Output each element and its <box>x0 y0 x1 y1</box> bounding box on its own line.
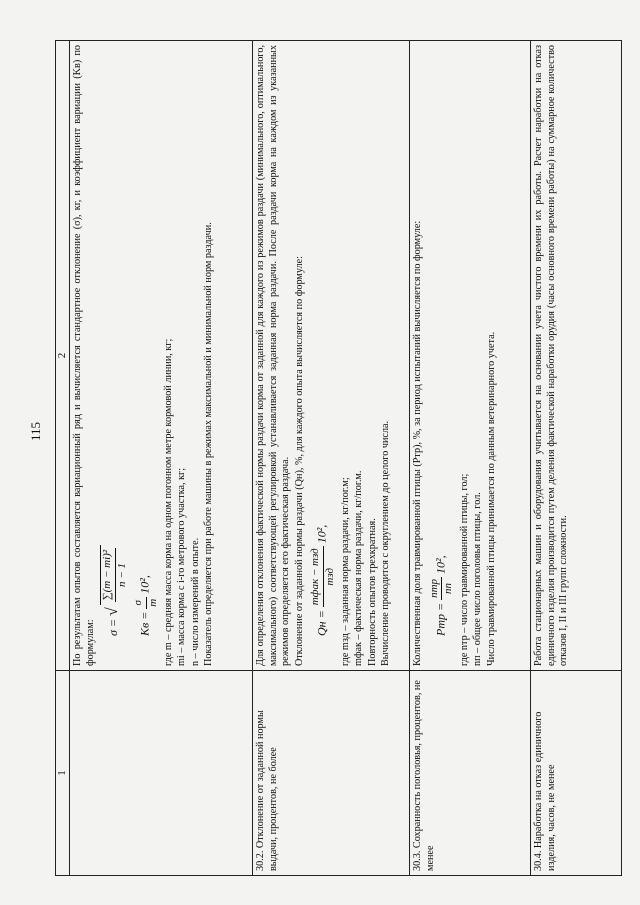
page-number: 115 <box>28 421 43 441</box>
formula-kv-lhs: Kв = <box>137 611 152 636</box>
formula-ptr <box>428 45 456 636</box>
row2-left-cell: 30.2. Отклонение от заданной нормы выдачи, процентов, не более <box>253 671 410 876</box>
formula-qn-numerator: mфак − mзд <box>309 546 323 607</box>
formula-qn-lhs: Qн = <box>314 610 329 636</box>
column-header-2: 2 <box>56 41 70 671</box>
row2-def-4: Вычисление проводится с округлением до целого числа. <box>380 420 392 666</box>
row3-def-2: nп – общее число поголовья птицы, гол. <box>472 492 484 666</box>
row4-paragraph: Работа стационарных машин и оборудования учитывается на основании учета чистого времени их работы. Расчет наработки на отказ единичного изделия производится путем деления фактической наработки орудия (часы основного времени работы) на суммарное количество отказов I, II и III групп сложности. <box>533 45 570 666</box>
formula-sigma-denominator: n − 1 <box>115 563 128 587</box>
sqrt-icon: √ <box>104 607 122 616</box>
formula-qn <box>309 45 337 636</box>
row1-def-4: Показатель определяется при работе машины в режимах максимальной и минимальной норм раздачи. <box>203 222 215 666</box>
formula-ptr-tail: 10², <box>433 555 448 574</box>
formula-qn-denominator: mзд <box>323 567 336 586</box>
row1-def-2: mi – масса корма с i-го метрового участка, кг; <box>176 467 188 666</box>
row1-left-cell <box>70 671 253 876</box>
rotated-table-container <box>55 41 603 876</box>
formula-qn-tail: 10², <box>314 524 329 544</box>
row3-paragraph: Количественная доля травмированной птицы (Pтр), %, за период испытаний вычисляется по формуле: <box>412 220 424 666</box>
row1-right-cell <box>70 41 253 671</box>
formula-sigma-lhs: σ = <box>106 618 121 636</box>
row3-def-1: где nтр – число травмированной птицы, гол; <box>458 473 470 666</box>
table-header-row <box>56 41 70 876</box>
formula-ptr-denominator: nп <box>442 582 455 594</box>
table-row <box>253 41 410 876</box>
formula-kv-tail: 10², <box>137 575 152 594</box>
spec-table <box>55 40 622 876</box>
formula-ptr-lhs: Pтр = <box>433 602 448 636</box>
formula-kv <box>132 45 160 636</box>
row3-left-cell: 30.3. Сохранность поголовья, процентов, не менее <box>410 671 531 876</box>
row4-right-cell <box>531 41 622 671</box>
row2-def-3: Повторность опытов трехкратная. <box>366 518 378 666</box>
row2-right-cell <box>253 41 410 671</box>
row1-def-3: n – число измерений в опыте. <box>189 537 201 666</box>
formula-kv-numerator: σ <box>132 597 146 609</box>
formula-kv-denominator: m <box>146 598 159 607</box>
table-row <box>70 41 253 876</box>
row3-def-3: Число травмированной птицы принимается по данным ветеринарного учета. <box>485 331 497 666</box>
formula-sigma <box>100 45 129 636</box>
table-row <box>410 41 531 876</box>
formula-sigma-numerator: ∑(m − mi)² <box>101 548 115 602</box>
row1-def-1: где m – средняя масса корма на одном погонном метре кормовой линии, кг; <box>162 338 174 666</box>
table-row <box>531 41 622 876</box>
column-header-1: 1 <box>56 671 70 876</box>
formula-ptr-numerator: nтр <box>428 577 442 600</box>
row2-def-1: где mзд – заданная норма раздачи, кг/пог.м; <box>339 477 351 666</box>
row1-paragraph: По результатам опытов составляется вариационный ряд и вычисляется стандартное отклонение (σ), кг, и коэффициент вариации (Kв) по формулам: <box>72 45 96 666</box>
row4-left-cell: 30.4. Наработка на отказ единичного изделия, часов, не менее <box>531 671 622 876</box>
row2-paragraph-2: Отклонение от заданной нормы раздачи (Qн), %, для каждого опыта вычисляется по формуле: <box>293 256 305 666</box>
row2-paragraph-1: Для определения отклонения фактической нормы раздачи корма от заданной для каждого из режимов раздачи (минимального, оптимального, максимального) соответствующей регулировкой устанавливается заданная норма раздачи. После раздачи корма на каждом из указанных режимов определяется его фактическая раздача. <box>255 45 292 666</box>
row3-right-cell <box>410 41 531 671</box>
row2-def-2: mфак – фактическая норма раздачи, кг/пог.м. <box>353 470 365 666</box>
